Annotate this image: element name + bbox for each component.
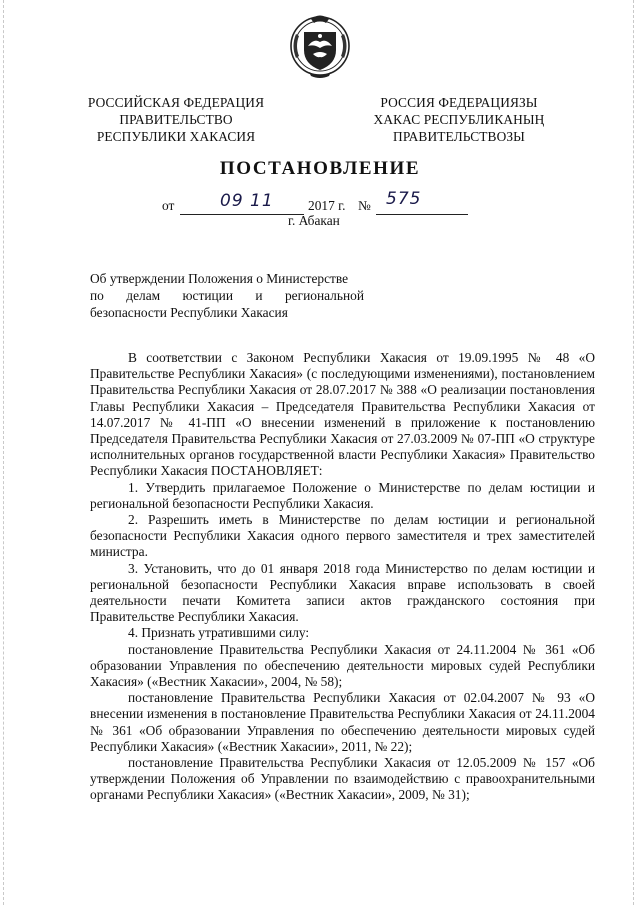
- city: г. Абакан: [288, 213, 340, 228]
- repealed-act-item: постановление Правительства Республики Хакасия от 02.04.2007 № 93 «О внесении изменения в постановление Правительства Республики Хакасия от 24.11.2004 № 361 «Об образовании Управления по обеспечению деятельности мировых судей Республики Хакасия» («Вестник Хакасии», 2011, № 22);: [90, 690, 595, 754]
- header-left-line: РЕСПУБЛИКИ ХАКАСИЯ: [96, 129, 256, 144]
- repealed-act-item: постановление Правительства Республики Хакасия от 12.05.2009 № 157 «Об утверждении Положения об Управлении по взаимодействию с правоохранительными органами Республики Хакасия» («Вестник Хакасии», 2009, № 31);: [90, 755, 595, 803]
- date-prefix: от: [162, 198, 175, 213]
- date-underline: [180, 214, 304, 215]
- repealed-act-item: постановление Правительства Республики Хакасия от 24.11.2004 № 361 «Об образовании Управления по обеспечению деятельности мировых судей Республики Хакасия» («Вестник Хакасии», 2004, № 58);: [90, 641, 595, 690]
- document-title: ПОСТАНОВЛЕНИЕ: [219, 158, 421, 179]
- handwritten-date: 09 11: [220, 191, 274, 211]
- document-subject: [90, 270, 364, 321]
- header-left-russian: [82, 94, 270, 145]
- header-left-line: ПРАВИТЕЛЬСТВО: [119, 112, 233, 127]
- number-sign: №: [358, 198, 371, 213]
- header-right-line: ХАКАС РЕСПУБЛИКАНЫҢ: [373, 112, 545, 127]
- handwritten-number: 575: [386, 189, 422, 209]
- document-body: [90, 350, 595, 804]
- date-number-line: [162, 189, 482, 214]
- header-right-khakas: [364, 94, 554, 145]
- scan-edge-left: [3, 0, 5, 905]
- clause-1: 1. Утвердить прилагаемое Положение о Министерстве по делам юстиции и региональной безопасности Республики Хакасия.: [90, 479, 595, 511]
- clause-2: 2. Разрешить иметь в Министерстве по делам юстиции и региональной безопасности Республики Хакасия одного первого заместителя и трех заместителей министра.: [90, 512, 595, 560]
- header-right-line: РОССИЯ ФЕДЕРАЦИЯЗЫ: [380, 95, 538, 110]
- date-year: 2017 г.: [308, 198, 346, 213]
- clause-3: 3. Установить, что до 01 января 2018 года Министерство по делам юстиции и региональной безопасности Республики Хакасия вправе использовать в своей деятельности печати Комитета записи актов гражданского состояния при Правительстве Республики Хакасия.: [90, 560, 595, 625]
- scan-edge-right: [633, 0, 635, 905]
- subject-line: Об утверждении Положения о Министерстве: [90, 271, 349, 286]
- number-underline: [376, 214, 468, 215]
- subject-line: безопасности Республики Хакасия: [90, 305, 288, 320]
- subject-line: по делам юстиции и региональной: [90, 288, 364, 303]
- header-left-line: РОССИЙСКАЯ ФЕДЕРАЦИЯ: [87, 95, 265, 110]
- preamble-paragraph: В соответствии с Законом Республики Хакасия от 19.09.1995 № 48 «О Правительстве Республики Хакасия» (с последующими изменениями), постановлением Правительства Республики Хакасия от 28.07.2017 № 388 «О реализации постановления Главы Республики Хакасия – Председателя Правительства Республики Хакасия от 14.07.2017 № 41-ПП «О внесении изменений в приложение к постановлению Председателя Правительства Республики Хакасия от 27.03.2009 № 07-ПП «О структуре исполнительных органов государственной власти Республики Хакасия» Правительство Республики Хакасия ПОСТАНОВЛЯЕТ:: [90, 350, 595, 479]
- clause-4: 4. Признать утратившими силу:: [128, 625, 310, 641]
- coat-of-arms-icon: [289, 14, 351, 80]
- header-right-line: ПРАВИТЕЛЬСТВОЗЫ: [393, 129, 525, 144]
